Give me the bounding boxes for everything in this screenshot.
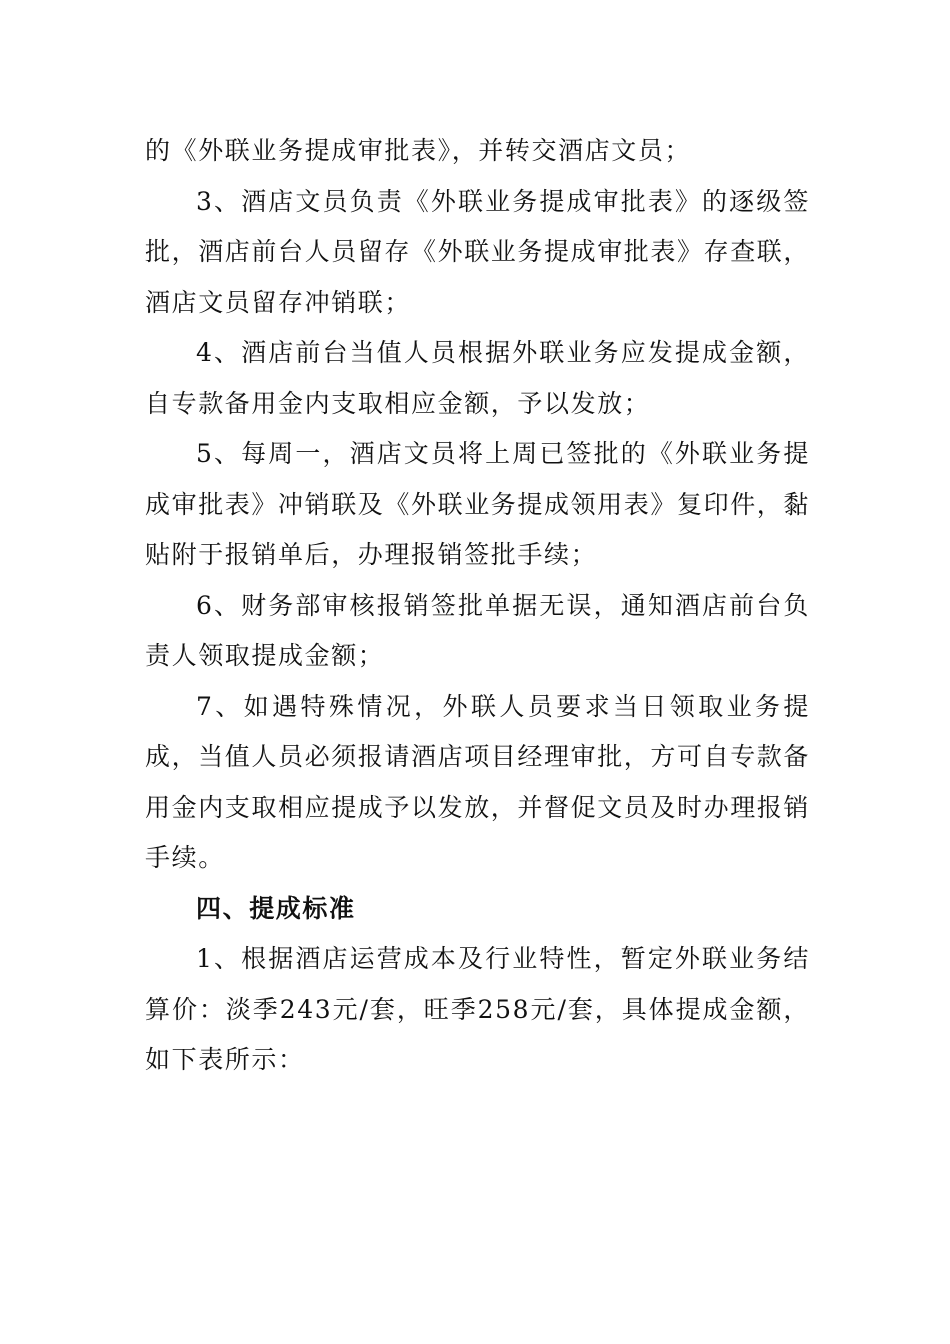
paragraph-item-4: 4、酒店前台当值人员根据外联业务应发提成金额，自专款备用金内支取相应金额，予以发放； [145, 338, 810, 418]
document-body [145, 126, 810, 1086]
paragraph-item-3: 3、酒店文员负责《外联业务提成审批表》的逐级签批，酒店前台人员留存《外联业务提成审批表》存查联，酒店文员留存冲销联； [145, 186, 811, 317]
paragraph-item-6: 6、财务部审核报销签批单据无误，通知酒店前台负责人领取提成金额； [145, 590, 810, 670]
paragraph-standard-1: 1、根据酒店运营成本及行业特性，暂定外联业务结算价：淡季243元/套，旺季258元/套，具体提成金额，如下表所示： [145, 944, 810, 1074]
paragraph-item-5: 5、每周一，酒店文员将上周已签批的《外联业务提成审批表》冲销联及《外联业务提成领用表》复印件，黏贴附于报销单后，办理报销签批手续； [145, 439, 811, 569]
section-heading: 四、提成标准 [196, 893, 356, 923]
paragraph-item-7: 7、如遇特殊情况，外联人员要求当日领取业务提成，当值人员必须报请酒店项目经理审批，方可自专款备用金内支取相应提成予以发放，并督促文员及时办理报销手续。 [145, 691, 811, 872]
paragraph-continuation: 的《外联业务提成审批表》，并转交酒店文员； [145, 136, 692, 165]
